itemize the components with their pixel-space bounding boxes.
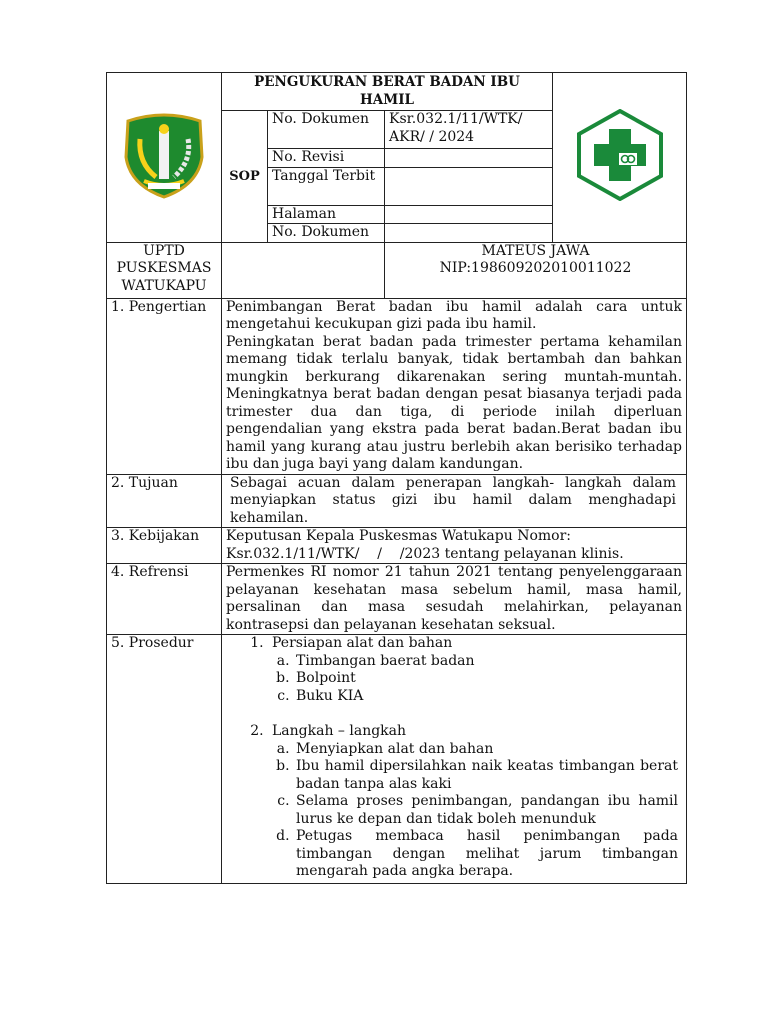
step-substeps — [272, 741, 678, 881]
section-label-kebijakan: 3. Kebijakan — [107, 528, 222, 564]
procedure-step — [268, 635, 678, 723]
meta-label: No. Dokumen — [268, 111, 385, 149]
blank-cell — [222, 242, 385, 298]
sop-document — [106, 72, 686, 884]
meta-value — [385, 149, 553, 168]
section-label-pengertian: 1. Pengertian — [107, 298, 222, 474]
list-item: d. Petugas membaca hasil penimbangan pada timbangan dengan melihat jarum timbangan mengarah pada angka berapa. — [294, 828, 678, 881]
procedure-step — [268, 723, 678, 881]
section-label-referensi: 4. Refrensi — [107, 564, 222, 635]
meta-label: No. Dokumen — [268, 224, 385, 243]
list-item: c. Selama proses penimbangan, pandangan ibu hamil lurus ke depan dan tidak boleh menunduk — [294, 793, 678, 828]
document-title: PENGUKURAN BERAT BADAN IBU HAMIL — [222, 73, 553, 111]
meta-value — [385, 205, 553, 224]
section-label-prosedur: 5. Prosedur — [107, 635, 222, 884]
sop-label: SOP — [222, 111, 268, 243]
meta-label: Tanggal Terbit — [268, 167, 385, 205]
left-logo-cell — [107, 73, 222, 243]
signatory — [385, 242, 687, 298]
list-item: b. Ibu hamil dipersilahkan naik keatas timbangan berat badan tanpa alas kaki — [294, 758, 678, 793]
pengertian-paragraph-1: Penimbangan Berat badan ibu hamil adalah cara untuk mengetahui kecukupan gizi pada ibu hamil. — [226, 298, 683, 332]
step-title: Langkah – langkah — [272, 723, 407, 739]
pengertian-paragraph-2: Peningkatan berat badan pada trimester pertama kehamilan memang tidak terlalu banyak, tidak bertambah dan bahkan mungkin berkurang dikarenakan sering muntah-muntah. Meningkatnya berat badan dengan pesat biasanya terjadi pada trimester dua dan tiga, di periode inilah diperluan pengendalian yang ekstra pada berat badan.Berat badan ibu hamil yang kurang atau justru berlebih akan berisiko terhadap ibu dan juga bayi yang dalam kandungan. — [226, 333, 683, 472]
meta-label: Halaman — [268, 205, 385, 224]
sop-table — [106, 72, 687, 884]
list-item: c. Buku KIA — [294, 688, 678, 706]
section-body-pengertian — [222, 298, 687, 474]
list-item: a. Timbangan baerat badan — [294, 653, 678, 671]
step-title: Persiapan alat dan bahan — [272, 635, 453, 651]
pemda-coat-of-arms-icon — [118, 111, 210, 199]
meta-label: No. Revisi — [268, 149, 385, 168]
list-item: a. Menyiapkan alat dan bahan — [294, 741, 678, 759]
list-item: b. Bolpoint — [294, 670, 678, 688]
puskesmas-cross-logo-icon — [575, 109, 665, 201]
meta-value: Ksr.032.1/11/WTK/ AKR/ / 2024 — [385, 111, 553, 149]
meta-value — [385, 224, 553, 243]
step-substeps — [272, 653, 678, 706]
signatory-nip: NIP:198609202010011022 — [439, 260, 632, 276]
right-logo-cell — [553, 73, 687, 243]
meta-value — [385, 167, 553, 205]
section-body-referensi: Permenkes RI nomor 21 tahun 2021 tentang penyelenggaraan pelayanan kesehatan masa sebelum hamil, masa hamil, persalinan dan masa sesudah melahirkan, pelayanan kontrasepsi dan pelayanan kesehatan seksual. — [222, 564, 687, 635]
section-body-prosedur — [222, 635, 687, 884]
signatory-name: MATEUS JAWA — [481, 242, 590, 259]
section-label-tujuan: 2. Tujuan — [107, 474, 222, 528]
section-body-kebijakan: Keputusan Kepala Puskesmas Watukapu Nomor: Ksr.032.1/11/WTK/ / /2023 tentang pelayanan klinis. — [222, 528, 687, 564]
section-body-tujuan: Sebagai acuan dalam penerapan langkah- langkah dalam menyiapkan status gizi ibu hamil dalam menghadapi kehamilan. — [222, 474, 687, 528]
procedure-steps — [226, 635, 678, 881]
unit-name: UPTD PUSKESMAS WATUKAPU — [107, 242, 222, 298]
